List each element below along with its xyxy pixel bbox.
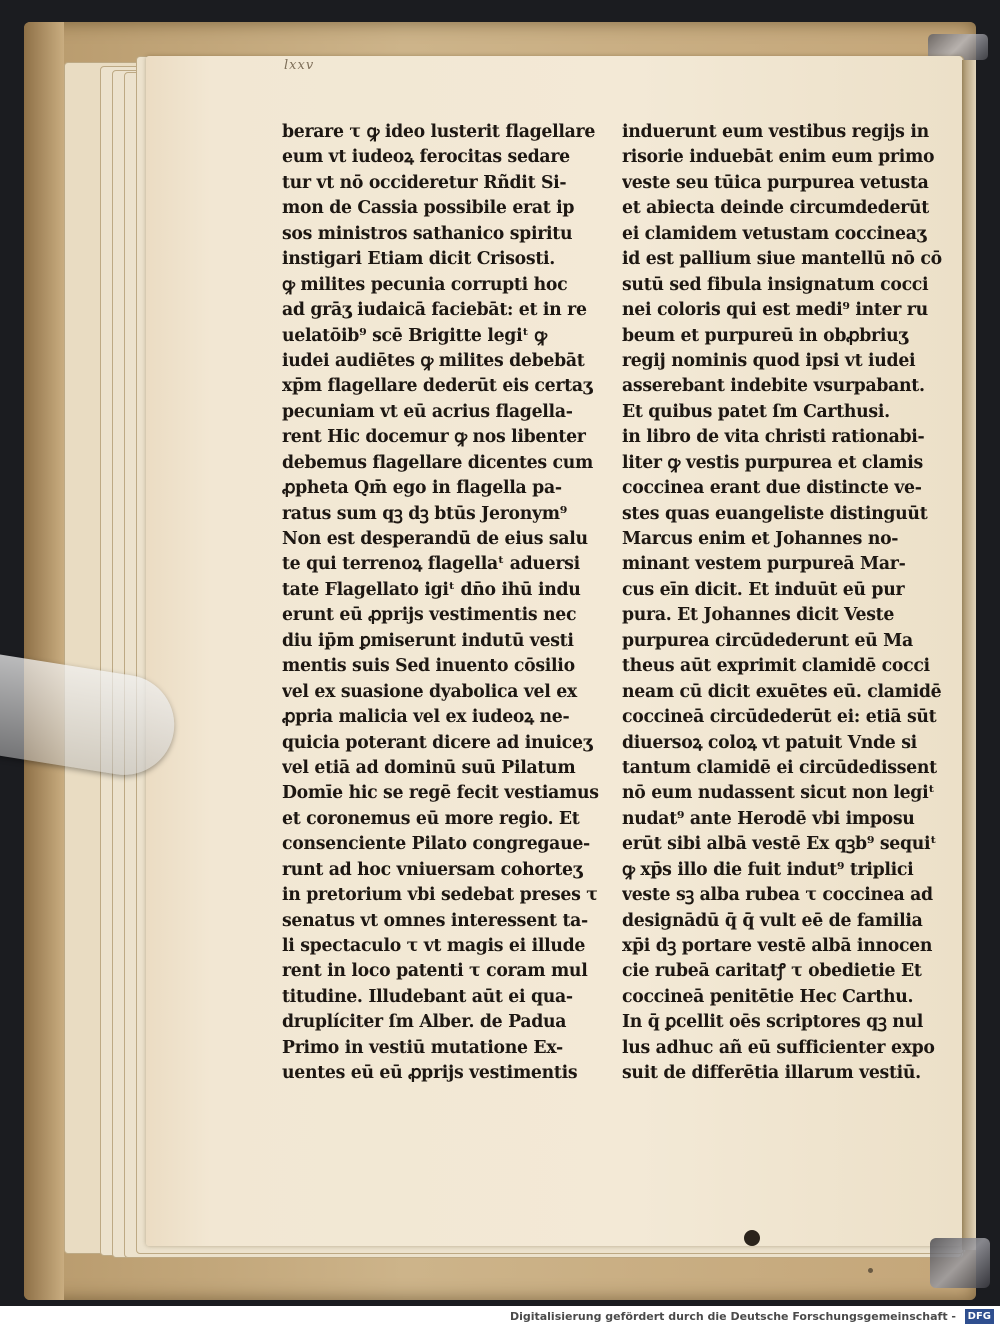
text-line: titudine. Illudebant aūt ei qua- bbox=[282, 986, 573, 1007]
text-line: induerunt eum vestibus regijs in bbox=[622, 122, 929, 142]
text-line: cus eīn dicit. Et induūt eū pur bbox=[622, 579, 905, 600]
text-line: runt ad hoc vniuersam cohorteʒ bbox=[282, 859, 583, 880]
text-line: Primo in vestiū mutatione Ex- bbox=[282, 1037, 563, 1058]
text-column-left bbox=[282, 120, 612, 1087]
footer-credit: Digitalisierung gefördert durch die Deutsche Forschungsgemeinschaft - bbox=[509, 1310, 956, 1323]
text-line: purpurea circūdederunt eū Ma bbox=[622, 630, 913, 651]
text-line: Et quibus patet ſm Carthusi. bbox=[622, 401, 890, 422]
text-line: stes quas euangeliste distinguūt bbox=[622, 503, 928, 524]
text-line: berare τ ꝙ ideo lusterit flagellare bbox=[282, 122, 596, 142]
text-line: theus aūt exprimit clamidē cocci bbox=[622, 656, 930, 677]
text-line: ad grāʒ iudaicā faciebāt: et in re bbox=[282, 300, 587, 321]
text-line: ratus sum qꝫ dꝫ btūs Jeronym⁹ bbox=[282, 503, 567, 524]
text-line: diu ip̄m ꝑmiserunt indutū vesti bbox=[282, 630, 574, 651]
text-line: coccineā circūdederūt ei: etiā sūt bbox=[622, 707, 937, 728]
text-line: asserebant indebite vsurpabant. bbox=[622, 376, 925, 397]
text-line: in libro de vita christi rationabi- bbox=[622, 427, 925, 448]
text-line: ꝓpria malicia vel ex iudeoꝝ ne- bbox=[282, 707, 570, 728]
text-line: designādū q̄ q̄ vult eē de familia bbox=[622, 910, 923, 931]
text-line: druplíciter ſm Alber. de Padua bbox=[282, 1012, 567, 1033]
text-line: liter ꝙ vestis purpurea et clamis bbox=[622, 452, 923, 473]
text-line: ei clamidem vetustam coccineaʒ bbox=[622, 223, 927, 244]
ink-spot bbox=[868, 1268, 873, 1273]
text-line: coccineā penitētie Hec Carthu. bbox=[622, 986, 914, 1007]
text-line: xp̄i dꝫ portare vestē albā innocen bbox=[622, 936, 933, 956]
dfg-logo: DFG bbox=[965, 1309, 994, 1324]
page-number: lxxv bbox=[284, 58, 315, 73]
text-line: pura. Et Johannes dicit Veste bbox=[622, 605, 895, 626]
ink-spot bbox=[744, 1230, 760, 1246]
text-line: veste sꝫ alba rubea τ coccinea ad bbox=[622, 885, 933, 906]
text-line: uentes eū eū ꝓprijs vestimentis bbox=[282, 1063, 578, 1084]
text-line: risorie induebāt enim eum primo bbox=[622, 147, 935, 168]
text-line: Non est desperandū de eius salu bbox=[282, 529, 588, 549]
text-line: suit de differētia illarum vestiū. bbox=[622, 1063, 921, 1084]
clasp-bottom bbox=[930, 1238, 990, 1288]
text-line: Marcus enim et Johannes no- bbox=[622, 529, 899, 549]
text-line: In q̄ ꝑcellit oēs scriptores qꝫ nul bbox=[622, 1012, 923, 1033]
text-line: consenciente Pilato congregaue- bbox=[282, 834, 590, 855]
text-line: tate Flagellato igiᵗ dn̄o ihū indu bbox=[282, 579, 581, 600]
text-line: nei coloris qui est medi⁹ inter ru bbox=[622, 300, 928, 321]
text-line: tantum clamidē ei circūdedissent bbox=[622, 757, 937, 778]
text-line: iudei audiētes ꝙ milites debebāt bbox=[282, 350, 585, 371]
text-line: mentis suis Sed inuento cōsilio bbox=[282, 656, 575, 677]
book-gutter bbox=[962, 60, 976, 1250]
text-line: id est pallium siue mantellū nō cō bbox=[622, 249, 942, 270]
text-line: et abiecta deinde circumdederūt bbox=[622, 198, 929, 219]
text-line: te qui terrenoꝝ flagellaᵗ aduersi bbox=[282, 554, 580, 575]
text-line: nō eum nudassent sicut non legiᵗ bbox=[622, 783, 935, 804]
text-line: eum vt iudeoꝝ ferocitas sedare bbox=[282, 147, 570, 168]
text-line: xp̄m flagellare dederūt eis certaʒ bbox=[282, 376, 593, 397]
text-line: vel ex suasione dyabolica vel ex bbox=[282, 681, 577, 702]
text-line: et coronemus eū more regio. Et bbox=[282, 808, 580, 829]
text-line: uelatōib⁹ scē Brigitte legiᵗ ꝙ bbox=[282, 325, 547, 346]
text-line: ꝙ xp̄s illo die fuit indut⁹ triplici bbox=[622, 859, 914, 880]
text-column-right bbox=[622, 120, 956, 1087]
text-line: neam cū dicit exuētes eū. clamidē bbox=[622, 681, 942, 702]
text-line: in pretorium vbi sedebat preses τ bbox=[282, 885, 598, 906]
text-line: coccinea erant due distincte ve- bbox=[622, 478, 922, 499]
text-line: minant vestem purpureā Mar- bbox=[622, 554, 906, 575]
text-line: beum et purpureū in obꝓbriuʒ bbox=[622, 325, 908, 346]
text-line: ꝓpheta Qm̄ ego in flagella pa- bbox=[282, 478, 562, 499]
text-line: tur vt nō occideretur Rñdit Si- bbox=[282, 172, 567, 193]
text-line: cie rubeā caritatꝭ τ obedietie Et bbox=[622, 961, 922, 982]
text-line: rent in loco patenti τ coram mul bbox=[282, 961, 588, 982]
text-line: quicia poterant dicere ad inuiceʒ bbox=[282, 732, 593, 753]
text-line: lus adhuc añ eū sufficienter expo bbox=[622, 1037, 935, 1058]
text-line: sutū sed fibula insignatum cocci bbox=[622, 274, 929, 295]
text-line: instigari Etiam dicit Crisosti. bbox=[282, 249, 555, 270]
text-line: sos ministros sathanico spiritu bbox=[282, 223, 573, 244]
text-line: erūt sibi albā vestē Ex qꝫb⁹ sequiᵗ bbox=[622, 834, 937, 855]
text-line: nudat⁹ ante Herodē vbi imposu bbox=[622, 808, 915, 829]
text-line: Domīe hic se regē fecit vestiamus bbox=[282, 783, 599, 804]
text-line: erunt eū ꝓprijs vestimentis nec bbox=[282, 605, 577, 626]
text-line: veste seu tūica purpurea vetusta bbox=[622, 172, 929, 193]
text-line: mon de Cassia possibile erat ip bbox=[282, 198, 575, 219]
text-line: pecuniam vt eū acrius flagella- bbox=[282, 401, 573, 422]
text-line: regij nominis quod ipsi vt iudei bbox=[622, 350, 916, 371]
text-line: ꝙ milites pecunia corrupti hoc bbox=[282, 274, 568, 295]
text-line: debemus flagellare dicentes cum bbox=[282, 452, 593, 473]
text-line: senatus vt omnes interessent ta- bbox=[282, 910, 588, 931]
text-line: vel etiā ad dominū suū Pilatum bbox=[282, 757, 576, 778]
text-line: diuersoꝝ coloꝝ vt patuit Vnde si bbox=[622, 732, 917, 753]
text-line: rent Hic docemur ꝙ nos libenter bbox=[282, 427, 586, 448]
text-line: li spectaculo τ vt magis ei illude bbox=[282, 936, 586, 956]
